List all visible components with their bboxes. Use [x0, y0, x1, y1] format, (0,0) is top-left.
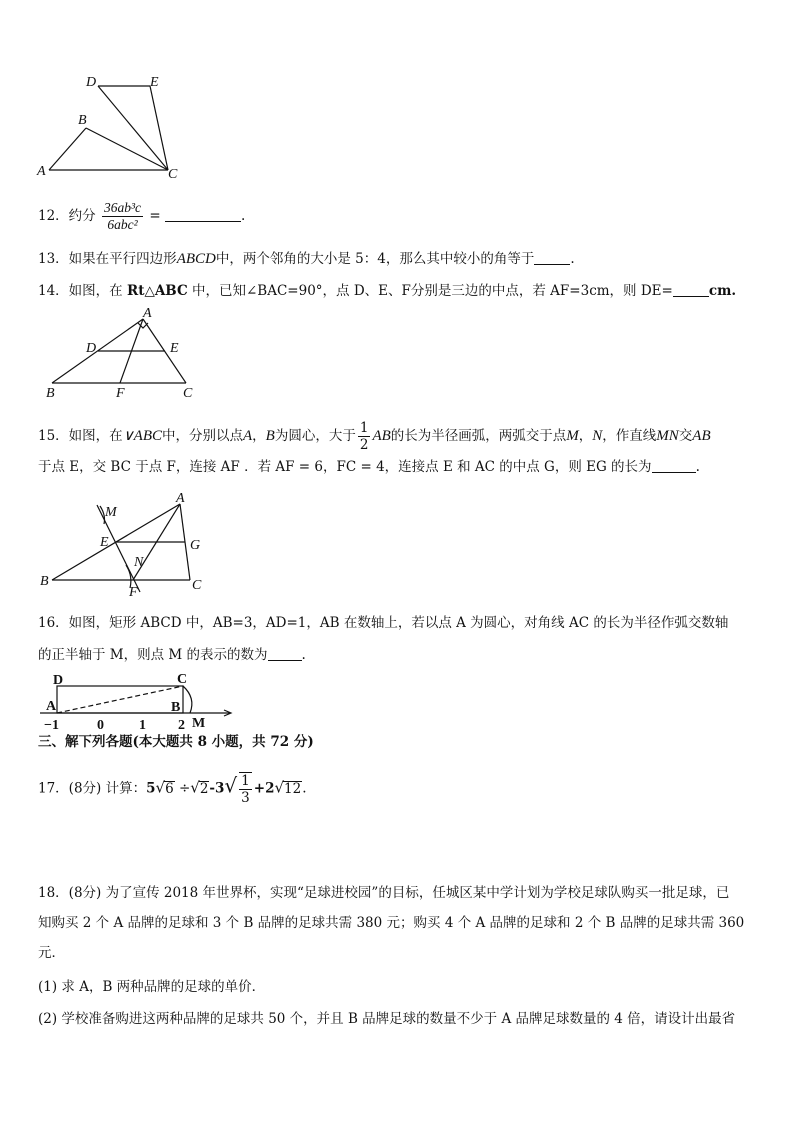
question-13: 13．如果在平行四边形ABCD中，两个邻角的大小是 5：4，那么其中较小的角等于 .	[38, 251, 575, 267]
label-e: E	[150, 75, 159, 90]
label-g: G	[190, 538, 201, 553]
tick-0: 0	[97, 718, 104, 733]
label-a: A	[37, 164, 46, 179]
question-18-sub-2: (2) 学校准备购进这两种品牌的足球共 50 个，并且 B 品牌足球的数量不少于 A 品牌足球数量的 4 倍，请设计出最省	[38, 1011, 736, 1027]
question-16-line-2: 的正半轴于 M，则点 M 的表示的数为 .	[38, 647, 306, 663]
label-f: F	[129, 585, 138, 600]
question-17: 17．(8分) 计算：5√6 ÷√2-3√ $\frac{1}{3}$ +2√12.	[38, 773, 307, 806]
label-c: C	[177, 672, 188, 687]
question-14: 14．如图，在 Rt△ABC 中，已知∠BAC=90°，点 D、E、F分别是三边的中点，若 AF=3cm，则 DE= cm.	[38, 283, 737, 299]
label-n: N	[134, 555, 144, 570]
section-3-heading: 三、解下列各题(本大题共 8 小题，共 72 分)	[38, 734, 314, 750]
tick-minus-1: −1	[44, 718, 59, 733]
question-15-line-1: 15．如图，在∨ABC中，分别以点A，B为圆心，大于 $\frac{1}{2}$ AB的长为半径画弧，两弧交于点M，N，作直线MN交AB	[38, 420, 711, 453]
label-b: B	[40, 574, 49, 589]
question-12: 12．约分 $\frac{\text{36ab³c}}{\text{6abc²}}$ = .	[38, 200, 246, 232]
label-b: B	[78, 113, 87, 128]
question-18-line-1: 18．(8分) 为了宣传 2018 年世界杯，实现“足球进校园”的目标，任城区某中学计划为学校足球队购买一批足球，已	[38, 885, 730, 901]
label-a: A	[176, 491, 185, 506]
label-d: D	[53, 673, 64, 688]
label-c: C	[192, 578, 202, 593]
fraction-one-third: $\frac{1}{3}$	[241, 773, 250, 806]
label-d: D	[86, 341, 97, 356]
label-f: F	[116, 386, 125, 401]
label-b: B	[171, 700, 181, 715]
fraction-one-half: $\frac{1}{2}$	[359, 420, 369, 453]
tick-1: 1	[139, 718, 146, 733]
label-e: E	[170, 341, 179, 356]
arc-cm	[183, 686, 192, 713]
label-c: C	[183, 386, 193, 401]
question-16-line-1: 16．如图，矩形 ABCD 中，AB=3，AD=1，AB 在数轴上，若以点 A 为圆心，对角线 AC 的长为半径作弧交数轴	[38, 615, 729, 631]
diagonal-ac	[57, 686, 183, 713]
label-m: M	[105, 505, 117, 520]
question-18-line-3: 元．	[38, 945, 65, 961]
label-c: C	[168, 167, 178, 182]
fraction: $\frac{\text{36ab³c}}{\text{6abc²}}$	[103, 200, 142, 232]
question-18-sub-1: (1) 求 A，B 两种品牌的足球的单价．	[38, 979, 266, 995]
question-18-line-2: 知购买 2 个 A 品牌的足球和 3 个 B 品牌的足球共需 380 元；购买 4 个 A 品牌的足球和 2 个 B 品牌的足球共需 360	[38, 915, 745, 931]
label-a: A	[143, 306, 152, 321]
tick-2: 2	[178, 718, 185, 733]
label-e: E	[100, 535, 109, 550]
label-m: M	[192, 716, 206, 731]
label-b: B	[46, 386, 55, 401]
label-d: D	[86, 75, 97, 90]
label-a: A	[46, 699, 57, 714]
question-15-line-2: 于点 E，交 BC 于点 F，连接 AF ．若 AF = 6，FC = 4，连接点 E 和 AC 的中点 G，则 EG 的长为 .	[38, 459, 700, 475]
